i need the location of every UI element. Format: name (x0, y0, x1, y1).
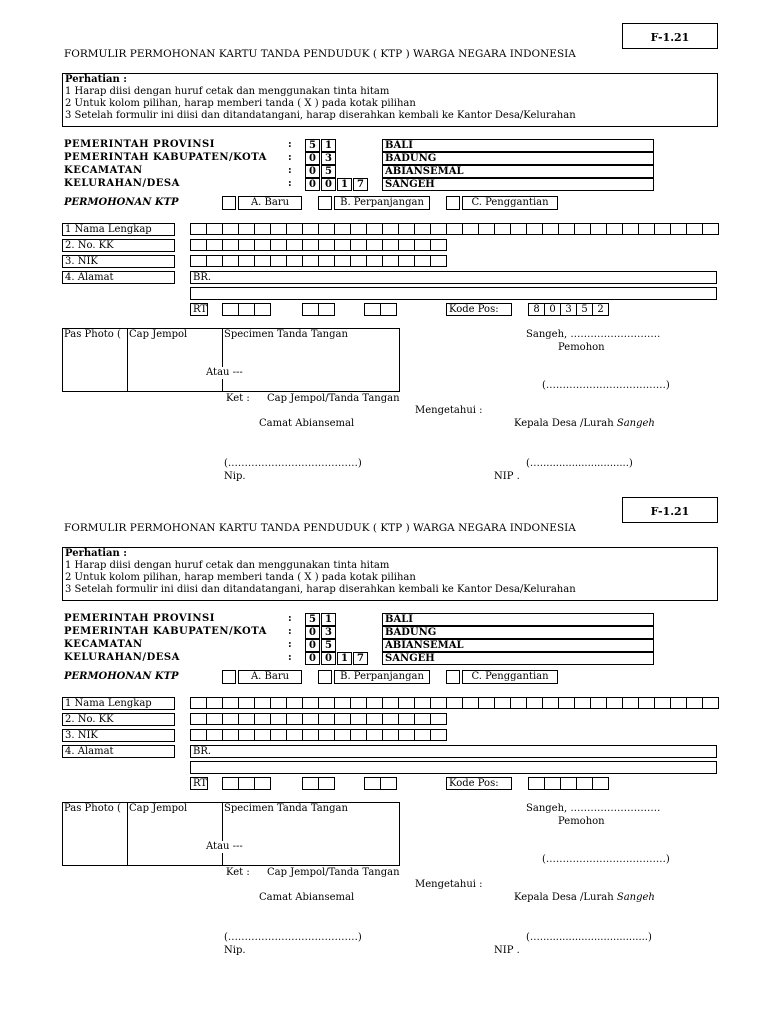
char-cell[interactable] (414, 255, 431, 267)
char-cell[interactable] (414, 713, 431, 725)
char-cell[interactable] (286, 729, 303, 741)
option-penggantian[interactable]: C. Penggantian (462, 670, 558, 684)
region-code-digit[interactable]: 0 (305, 652, 320, 665)
char-cell[interactable] (654, 697, 671, 709)
region-label: PEMERINTAH PROVINSI (64, 139, 215, 150)
region-code-digit[interactable]: 7 (353, 652, 368, 665)
char-cell[interactable] (350, 239, 367, 251)
applicant-label: Pemohon (558, 816, 605, 827)
char-cell[interactable] (286, 239, 303, 251)
char-cell[interactable] (510, 697, 527, 709)
char-cell[interactable] (206, 223, 223, 235)
region-code-digit[interactable]: 5 (305, 139, 320, 152)
notice-heading: Perhatian : (65, 548, 127, 559)
kades-place: Sangeh (616, 892, 655, 903)
char-cell[interactable] (254, 729, 271, 741)
char-cell[interactable] (638, 223, 655, 235)
char-cell[interactable] (686, 223, 703, 235)
char-cell[interactable] (382, 697, 399, 709)
option-baru[interactable]: A. Baru (238, 670, 302, 684)
char-cell[interactable] (430, 239, 447, 251)
option-perpanjangan-checkbox[interactable] (318, 670, 332, 684)
char-cell[interactable] (446, 697, 463, 709)
region-label: KELURAHAN/DESA (64, 178, 180, 189)
option-baru[interactable]: A. Baru (238, 196, 302, 210)
form-code-box (622, 497, 718, 523)
form-code: F-1.21 (650, 505, 690, 518)
char-cell[interactable] (222, 729, 239, 741)
form-code-box (622, 23, 718, 49)
thumbprint-box (127, 328, 223, 392)
char-cell[interactable] (270, 255, 287, 267)
region-code-digit[interactable]: 0 (321, 652, 336, 665)
char-cell[interactable] (382, 713, 399, 725)
char-cell[interactable] (366, 255, 383, 267)
char-cell[interactable] (302, 713, 319, 725)
char-cell[interactable] (254, 255, 271, 267)
char-cell[interactable] (382, 729, 399, 741)
kode-pos-digit[interactable]: 0 (544, 303, 561, 316)
char-cell[interactable] (558, 223, 575, 235)
field-label-nama: 1 Nama Lengkap (62, 697, 175, 710)
region-code-digit[interactable]: 3 (321, 626, 336, 639)
option-penggantian[interactable]: C. Penggantian (462, 196, 558, 210)
kode-pos-digit[interactable] (592, 777, 609, 790)
kades-place: Sangeh (616, 418, 655, 429)
char-cell[interactable] (318, 697, 335, 709)
char-cell[interactable] (542, 697, 559, 709)
char-cell[interactable] (222, 239, 239, 251)
char-cell[interactable] (318, 729, 335, 741)
acknowledged-label: Mengetahui : (415, 405, 483, 416)
char-cell[interactable] (350, 729, 367, 741)
char-cell[interactable] (222, 713, 239, 725)
char-cell[interactable] (206, 255, 223, 267)
photo-box (62, 328, 128, 392)
region-code-digit[interactable]: 0 (305, 178, 320, 191)
char-cell[interactable] (334, 697, 351, 709)
char-cell[interactable] (334, 729, 351, 741)
char-cell[interactable] (222, 255, 239, 267)
option-baru-checkbox[interactable] (222, 670, 236, 684)
char-cell[interactable] (430, 729, 447, 741)
char-cell[interactable] (382, 223, 399, 235)
char-cell[interactable] (414, 239, 431, 251)
char-cell[interactable] (238, 729, 255, 741)
rt-rw-cell[interactable] (318, 777, 335, 790)
char-cell[interactable] (334, 713, 351, 725)
kode-pos-digit[interactable] (528, 777, 545, 790)
option-perpanjangan[interactable]: B. Perpanjangan (334, 196, 430, 210)
specimen-box (222, 328, 400, 392)
char-cell[interactable] (350, 697, 367, 709)
char-cell[interactable] (302, 255, 319, 267)
region-code-digit[interactable]: 1 (321, 613, 336, 626)
char-cell[interactable] (542, 223, 559, 235)
camat-nip: Nip. (224, 945, 246, 956)
rt-rw-cell[interactable] (318, 303, 335, 316)
char-cell[interactable] (526, 223, 543, 235)
char-cell[interactable] (318, 239, 335, 251)
region-code-digit[interactable]: 7 (353, 178, 368, 191)
kode-pos-digit[interactable] (576, 777, 593, 790)
applicant-name-line: (………………………………) (542, 380, 670, 391)
char-cell[interactable] (254, 697, 271, 709)
char-cell[interactable] (526, 697, 543, 709)
char-cell[interactable] (622, 697, 639, 709)
region-code-digit[interactable]: 1 (321, 139, 336, 152)
notice-heading: Perhatian : (65, 74, 127, 85)
char-cell[interactable] (254, 223, 271, 235)
char-cell[interactable] (654, 223, 671, 235)
rt-rw-cell[interactable] (238, 303, 255, 316)
rt-rw-cell[interactable] (302, 303, 319, 316)
char-cell[interactable] (302, 729, 319, 741)
region-code-digit[interactable]: 5 (321, 639, 336, 652)
char-cell[interactable] (398, 239, 415, 251)
region-code-digit[interactable]: 5 (321, 165, 336, 178)
char-cell[interactable] (206, 239, 223, 251)
region-code-digit[interactable]: 5 (305, 613, 320, 626)
char-cell[interactable] (574, 697, 591, 709)
kades-label: Kepala Desa /Lurah Sangeh (514, 418, 655, 429)
kode-pos-digit[interactable]: 8 (528, 303, 545, 316)
char-cell[interactable] (414, 223, 431, 235)
char-cell[interactable] (238, 223, 255, 235)
kode-pos-label: Kode Pos: (446, 777, 512, 790)
ket-label: Ket : (226, 867, 250, 878)
char-cell[interactable] (398, 223, 415, 235)
char-cell[interactable] (238, 713, 255, 725)
char-cell[interactable] (222, 697, 239, 709)
char-cell[interactable] (702, 223, 719, 235)
camat-label: Camat Abiansemal (259, 892, 355, 903)
address-line-1[interactable] (190, 271, 717, 284)
char-cell[interactable] (286, 713, 303, 725)
char-cell[interactable] (334, 223, 351, 235)
form-title: FORMULIR PERMOHONAN KARTU TANDA PENDUDUK ( KTP ) WARGA NEGARA INDONESIA (64, 48, 576, 60)
region-colon: : (288, 178, 292, 189)
char-cell[interactable] (638, 697, 655, 709)
notice-box (62, 547, 718, 601)
ktp-application-form (0, 474, 768, 956)
char-cell[interactable] (334, 239, 351, 251)
rt-rw-cell[interactable] (254, 303, 271, 316)
request-label: PERMOHONAN KTP (64, 197, 179, 208)
notice-item: 3 Setelah formulir ini diisi dan ditandatangani, harap diserahkan kembali ke Kantor Desa/Kelurahan (65, 584, 576, 595)
char-cell[interactable] (318, 223, 335, 235)
char-cell[interactable] (190, 729, 207, 741)
char-cell[interactable] (398, 697, 415, 709)
region-name[interactable]: BADUNG (382, 152, 654, 165)
char-cell[interactable] (430, 223, 447, 235)
place-date: Sangeh, ……………………… (526, 803, 661, 814)
char-cell[interactable] (462, 223, 479, 235)
notice-item: 2 Untuk kolom pilihan, harap memberi tanda ( X ) pada kotak pilihan (65, 572, 416, 583)
option-perpanjangan[interactable]: B. Perpanjangan (334, 670, 430, 684)
place-date: Sangeh, ……………………… (526, 329, 661, 340)
char-cell[interactable] (574, 223, 591, 235)
char-cell[interactable] (430, 255, 447, 267)
region-code-digit[interactable]: 0 (305, 639, 320, 652)
region-label: KECAMATAN (64, 165, 143, 176)
region-label: PEMERINTAH PROVINSI (64, 613, 215, 624)
region-colon: : (288, 139, 292, 150)
photo-box (62, 802, 128, 866)
char-cell[interactable] (206, 697, 223, 709)
char-cell[interactable] (478, 697, 495, 709)
thumbprint-box (127, 802, 223, 866)
kades-name-line: (…..................................) (526, 932, 652, 943)
field-label-alamat: 4. Alamat (62, 271, 175, 284)
region-colon: : (288, 165, 292, 176)
thumbprint-label: Cap Jempol (129, 803, 188, 814)
char-cell[interactable] (366, 729, 383, 741)
rt-rw-cell[interactable] (302, 777, 319, 790)
char-cell[interactable] (286, 255, 303, 267)
option-baru-checkbox[interactable] (222, 196, 236, 210)
address-line-1[interactable] (190, 745, 717, 758)
option-penggantian-checkbox[interactable] (446, 670, 460, 684)
char-cell[interactable] (270, 713, 287, 725)
ktp-application-form (0, 0, 768, 482)
char-cell[interactable] (398, 729, 415, 741)
option-penggantian-checkbox[interactable] (446, 196, 460, 210)
applicant-name-line: (………………………………) (542, 854, 670, 865)
atau-label: Atau --- (206, 367, 243, 378)
photo-label: Pas Photo ( (64, 803, 121, 814)
char-cell[interactable] (222, 223, 239, 235)
char-cell[interactable] (606, 697, 623, 709)
char-cell[interactable] (190, 713, 207, 725)
request-label: PERMOHONAN KTP (64, 671, 179, 682)
char-cell[interactable] (302, 697, 319, 709)
char-cell[interactable] (302, 223, 319, 235)
rt-rw-cell[interactable] (222, 777, 239, 790)
rt-rw-cell[interactable] (238, 777, 255, 790)
camat-label: Camat Abiansemal (259, 418, 355, 429)
char-cell[interactable] (366, 223, 383, 235)
region-name[interactable]: ABIANSEMAL (382, 165, 654, 178)
char-cell[interactable] (446, 223, 463, 235)
kode-pos-label: Kode Pos: (446, 303, 512, 316)
char-cell[interactable] (334, 255, 351, 267)
char-cell[interactable] (350, 713, 367, 725)
kode-pos-digit[interactable]: 2 (592, 303, 609, 316)
char-cell[interactable] (382, 255, 399, 267)
char-cell[interactable] (494, 697, 511, 709)
kode-pos-digit[interactable]: 5 (576, 303, 593, 316)
region-code-digit[interactable]: 1 (337, 652, 352, 665)
kades-label: Kepala Desa /Lurah Sangeh (514, 892, 655, 903)
region-name[interactable]: BALI (382, 139, 654, 152)
form-title: FORMULIR PERMOHONAN KARTU TANDA PENDUDUK ( KTP ) WARGA NEGARA INDONESIA (64, 522, 576, 534)
char-cell[interactable] (398, 255, 415, 267)
char-cell[interactable] (238, 239, 255, 251)
char-cell[interactable] (382, 239, 399, 251)
region-label: PEMERINTAH KABUPATEN/KOTA (64, 626, 267, 637)
char-cell[interactable] (270, 223, 287, 235)
char-cell[interactable] (302, 239, 319, 251)
char-cell[interactable] (430, 713, 447, 725)
char-cell[interactable] (398, 713, 415, 725)
char-cell[interactable] (430, 697, 447, 709)
rt-rw-cell[interactable] (254, 777, 271, 790)
char-cell[interactable] (190, 239, 207, 251)
address-line-2[interactable] (190, 761, 717, 774)
specimen-label: Specimen Tanda Tangan (224, 803, 348, 814)
char-cell[interactable] (206, 713, 223, 725)
char-cell[interactable] (254, 239, 271, 251)
rt-label: RT (190, 303, 208, 316)
region-name[interactable]: BADUNG (382, 626, 654, 639)
notice-item: 1 Harap diisi dengan huruf cetak dan menggunakan tinta hitam (65, 86, 390, 97)
field-label-kk: 2. No. KK (62, 713, 175, 726)
field-label-kk: 2. No. KK (62, 239, 175, 252)
char-cell[interactable] (318, 255, 335, 267)
applicant-label: Pemohon (558, 342, 605, 353)
camat-name-line: (…………………………………) (224, 458, 362, 469)
char-cell[interactable] (510, 223, 527, 235)
char-cell[interactable] (254, 713, 271, 725)
rt-rw-cell[interactable] (222, 303, 239, 316)
kode-pos-digit[interactable]: 3 (560, 303, 577, 316)
region-name[interactable]: ABIANSEMAL (382, 639, 654, 652)
char-cell[interactable] (270, 239, 287, 251)
region-colon: : (288, 626, 292, 637)
rt-rw-cell[interactable] (380, 303, 397, 316)
char-cell[interactable] (350, 223, 367, 235)
char-cell[interactable] (366, 713, 383, 725)
notice-item: 2 Untuk kolom pilihan, harap memberi tanda ( X ) pada kotak pilihan (65, 98, 416, 109)
photo-label: Pas Photo ( (64, 329, 121, 340)
field-label-nik: 3. NIK (62, 729, 175, 742)
region-colon: : (288, 652, 292, 663)
region-label: PEMERINTAH KABUPATEN/KOTA (64, 152, 267, 163)
char-cell[interactable] (286, 697, 303, 709)
char-cell[interactable] (270, 729, 287, 741)
char-cell[interactable] (350, 255, 367, 267)
address-prefix: BR. (193, 272, 212, 283)
acknowledged-label: Mengetahui : (415, 879, 483, 890)
region-code-digit[interactable]: 0 (305, 626, 320, 639)
char-cell[interactable] (190, 255, 207, 267)
region-code-digit[interactable]: 0 (305, 152, 320, 165)
rt-rw-cell[interactable] (380, 777, 397, 790)
char-cell[interactable] (190, 223, 207, 235)
region-name[interactable]: SANGEH (382, 178, 654, 191)
char-cell[interactable] (478, 223, 495, 235)
char-cell[interactable] (686, 697, 703, 709)
address-prefix: BR. (193, 746, 212, 757)
camat-name-line: (…………………………………) (224, 932, 362, 943)
region-name[interactable]: BALI (382, 613, 654, 626)
char-cell[interactable] (366, 697, 383, 709)
address-line-2[interactable] (190, 287, 717, 300)
char-cell[interactable] (590, 223, 607, 235)
region-colon: : (288, 613, 292, 624)
char-cell[interactable] (190, 697, 207, 709)
field-label-nama: 1 Nama Lengkap (62, 223, 175, 236)
rt-rw-cell[interactable] (364, 303, 381, 316)
kades-nip: NIP . (494, 471, 520, 482)
char-cell[interactable] (670, 223, 687, 235)
char-cell[interactable] (606, 223, 623, 235)
char-cell[interactable] (558, 697, 575, 709)
ket-label: Ket : (226, 393, 250, 404)
region-name[interactable]: SANGEH (382, 652, 654, 665)
field-label-alamat: 4. Alamat (62, 745, 175, 758)
rt-rw-cell[interactable] (364, 777, 381, 790)
char-cell[interactable] (414, 729, 431, 741)
char-cell[interactable] (414, 697, 431, 709)
region-code-digit[interactable]: 0 (305, 165, 320, 178)
rt-label: RT (190, 777, 208, 790)
char-cell[interactable] (318, 713, 335, 725)
kode-pos-digit[interactable] (544, 777, 561, 790)
form-code: F-1.21 (650, 31, 690, 44)
notice-box (62, 73, 718, 127)
camat-nip: Nip. (224, 471, 246, 482)
char-cell[interactable] (590, 697, 607, 709)
specimen-box (222, 802, 400, 866)
field-label-nik: 3. NIK (62, 255, 175, 268)
option-perpanjangan-checkbox[interactable] (318, 196, 332, 210)
char-cell[interactable] (670, 697, 687, 709)
char-cell[interactable] (238, 697, 255, 709)
thumbprint-label: Cap Jempol (129, 329, 188, 340)
char-cell[interactable] (702, 697, 719, 709)
kode-pos-digit[interactable] (560, 777, 577, 790)
char-cell[interactable] (286, 223, 303, 235)
char-cell[interactable] (462, 697, 479, 709)
region-colon: : (288, 152, 292, 163)
notice-item: 1 Harap diisi dengan huruf cetak dan menggunakan tinta hitam (65, 560, 390, 571)
char-cell[interactable] (238, 255, 255, 267)
kades-nip: NIP . (494, 945, 520, 956)
ket-value: Cap Jempol/Tanda Tangan (267, 867, 400, 878)
char-cell[interactable] (270, 697, 287, 709)
region-label: KELURAHAN/DESA (64, 652, 180, 663)
char-cell[interactable] (206, 729, 223, 741)
region-colon: : (288, 639, 292, 650)
region-code-digit[interactable]: 1 (337, 178, 352, 191)
char-cell[interactable] (622, 223, 639, 235)
kades-name-line: (…............................) (526, 458, 633, 469)
notice-item: 3 Setelah formulir ini diisi dan ditandatangani, harap diserahkan kembali ke Kantor Desa/Kelurahan (65, 110, 576, 121)
specimen-label: Specimen Tanda Tangan (224, 329, 348, 340)
ket-value: Cap Jempol/Tanda Tangan (267, 393, 400, 404)
region-code-digit[interactable]: 0 (321, 178, 336, 191)
char-cell[interactable] (366, 239, 383, 251)
atau-label: Atau --- (206, 841, 243, 852)
region-code-digit[interactable]: 3 (321, 152, 336, 165)
char-cell[interactable] (494, 223, 511, 235)
region-label: KECAMATAN (64, 639, 143, 650)
